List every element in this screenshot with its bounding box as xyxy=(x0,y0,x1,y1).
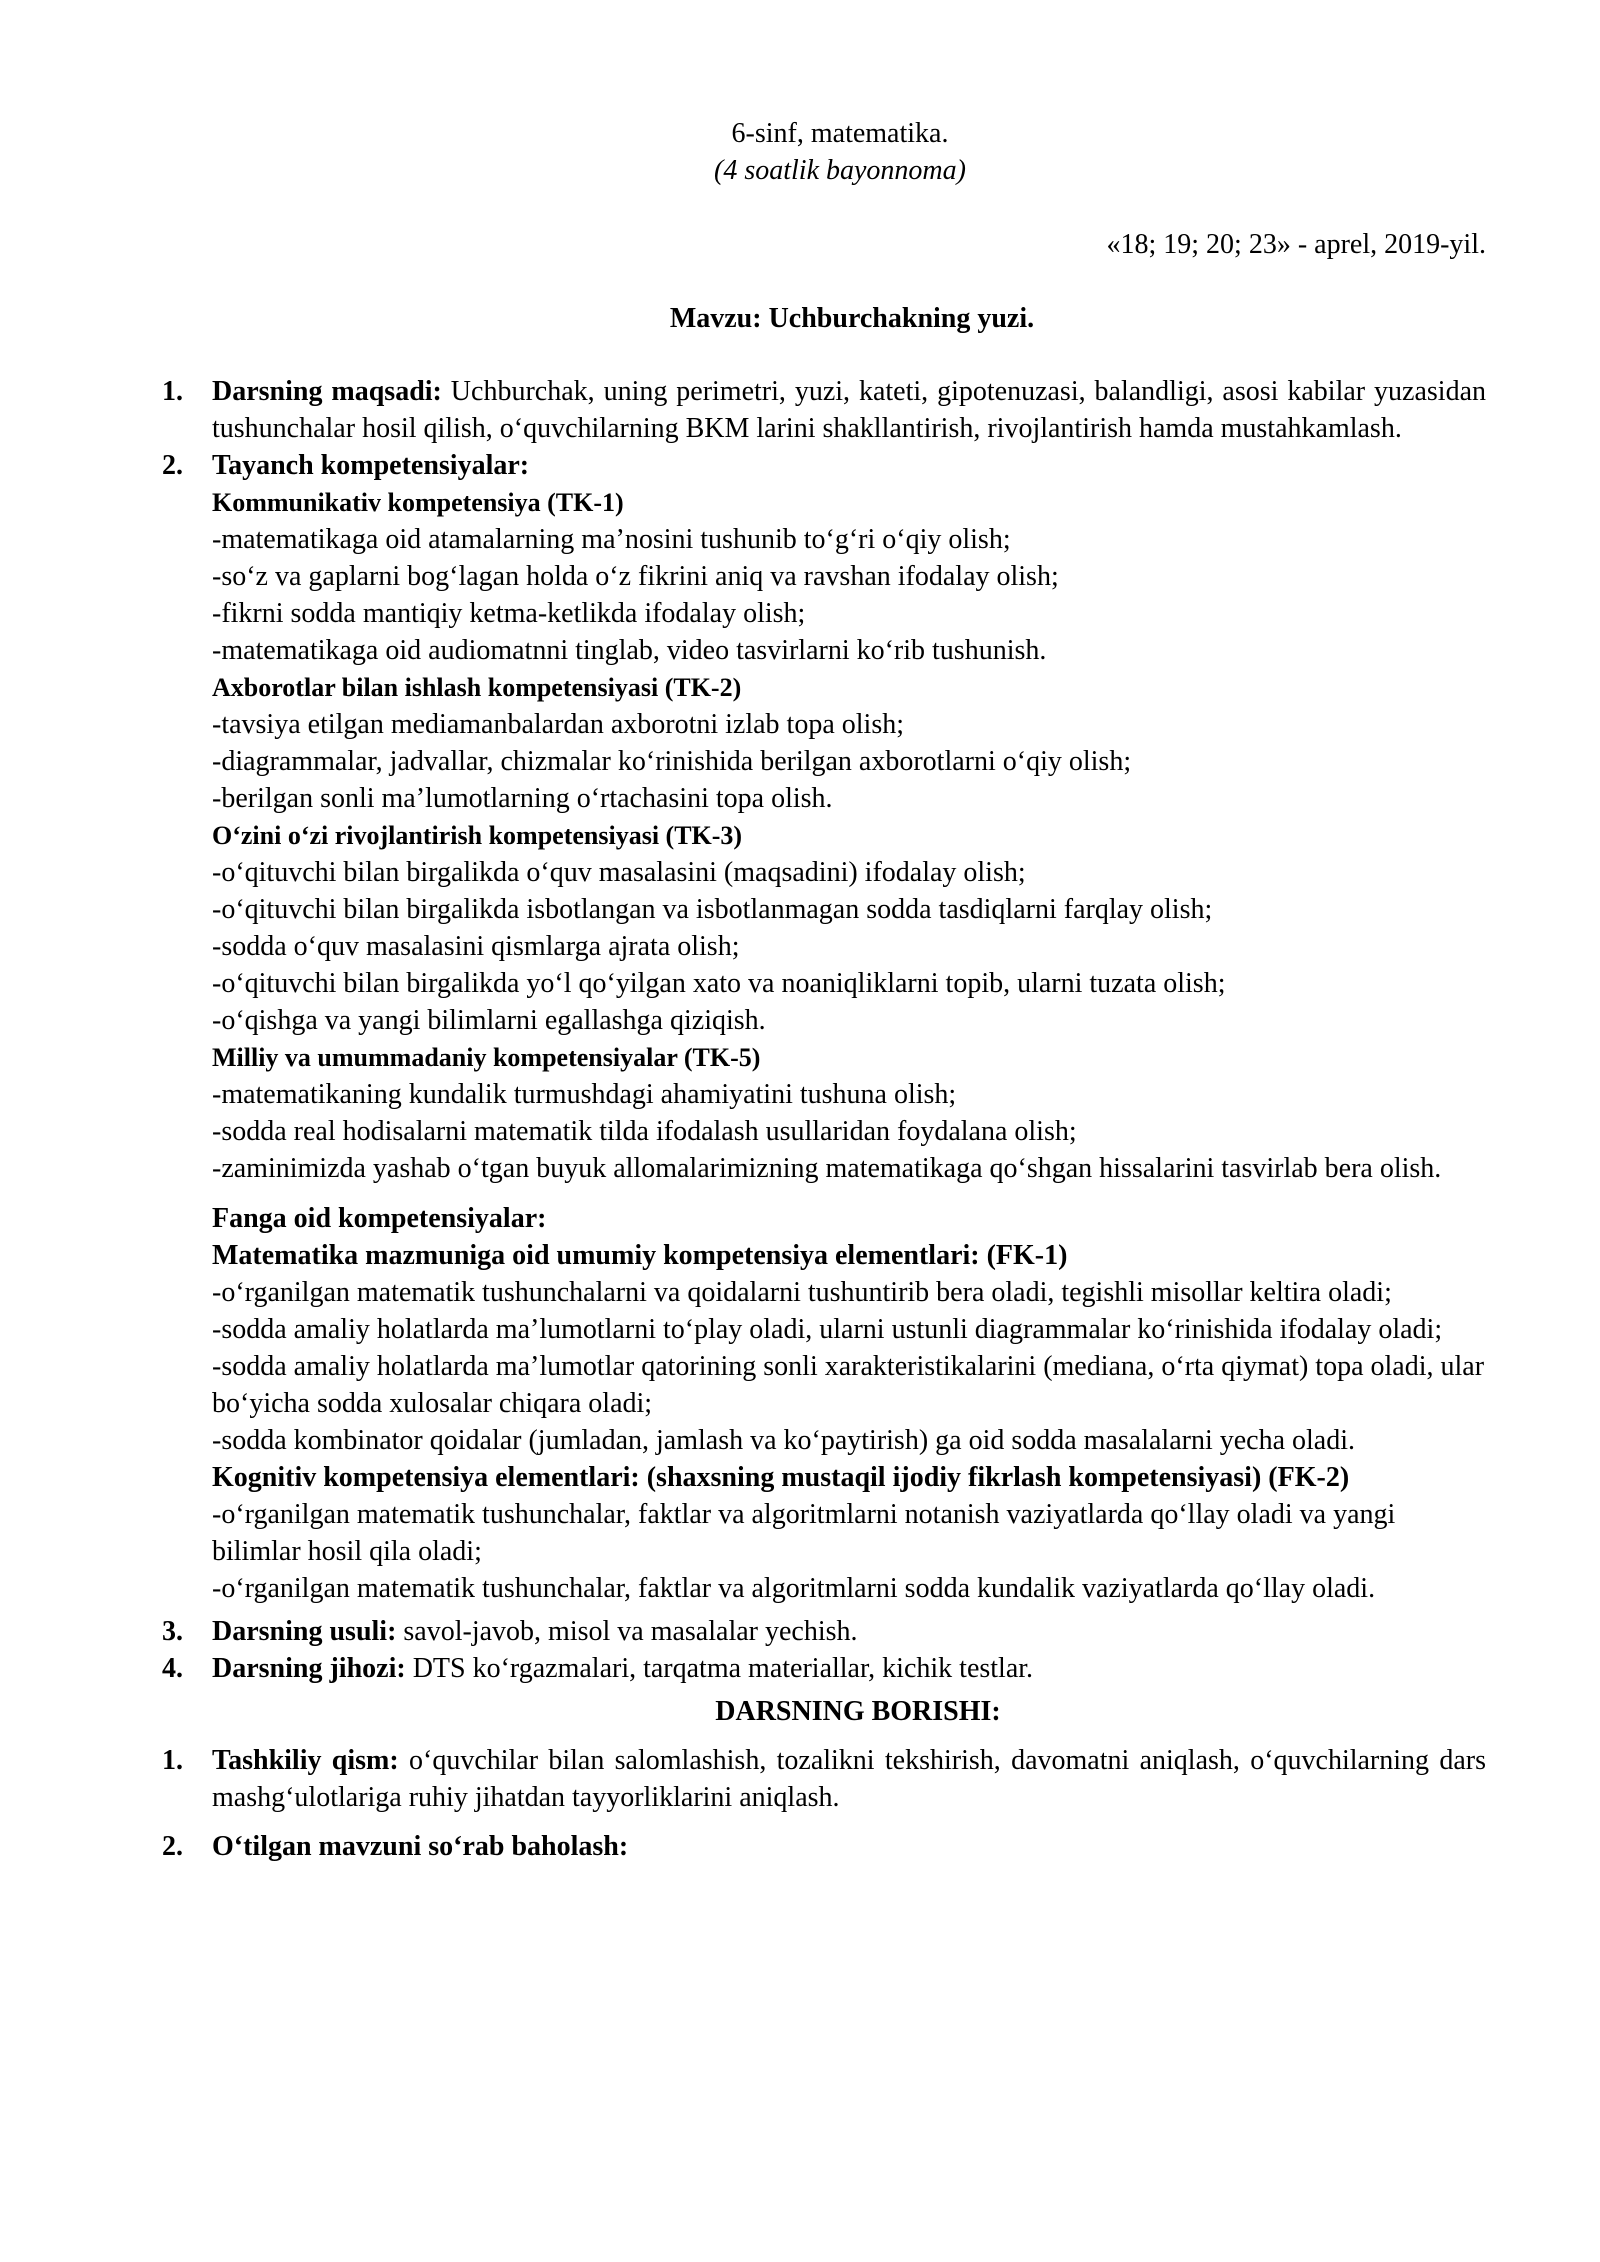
item-number: 4. xyxy=(162,1653,183,1684)
item-label: Tashkiliy qism: xyxy=(212,1745,399,1776)
list-item: -matematikaga oid atamalarning ma’nosini tushunib to‘g‘ri o‘qiy olish; xyxy=(212,524,1011,555)
item-label: Tayanch kompetensiyalar: xyxy=(212,450,530,481)
item-text: savol-javob, misol va masalalar yechish. xyxy=(396,1616,858,1647)
procedure-review xyxy=(162,1828,1486,1865)
list-item: -o‘qituvchi bilan birgalikda yo‘l qo‘yilgan xato va noaniqliklarni topib, ularni tuzata olish; xyxy=(212,968,1226,999)
list-item: -o‘rganilgan matematik tushunchalarni va qoidalarni tushuntirib bera oladi, tegishli misollar keltira oladi; xyxy=(212,1277,1392,1308)
list-item: -sodda amaliy holatlarda ma’lumotlarni to‘play oladi, ularni ustunli diagrammalar ko‘rinishida ifodalay oladi; xyxy=(212,1314,1443,1345)
list-item: -sodda real hodisalarni matematik tilda ifodalash usullaridan foydalana olish; xyxy=(212,1116,1077,1147)
tk3-list xyxy=(212,854,1486,1039)
list-item: -zaminimizda yashab o‘tgan buyuk allomalarimizning matematikaga qo‘shgan hissalarini tasvirlab bera olish. xyxy=(212,1153,1442,1184)
tk3-title: O‘zini o‘zi rivojlantirish kompetensiyasi (TK-3) xyxy=(212,821,743,850)
item-method xyxy=(162,1613,1486,1650)
tk1-list xyxy=(212,521,1486,669)
list-item: -sodda kombinator qoidalar (jumladan, jamlash va ko‘paytirish) ga oid sodda masalalarni yecha oladi. xyxy=(212,1425,1355,1456)
tk5-list xyxy=(212,1076,1486,1187)
item-label: Darsning usuli: xyxy=(212,1616,397,1647)
item-number: 1. xyxy=(162,1745,183,1776)
lesson-topic: Mavzu: Uchburchakning yuzi. xyxy=(669,303,1035,334)
item-equipment xyxy=(162,1650,1486,1687)
lesson-date: «18; 19; 20; 23» - aprel, 2019-yil. xyxy=(1106,229,1486,260)
grade-line: 6-sinf, matematika. xyxy=(731,118,949,149)
tk1-title: Kommunikativ kompetensiya (TK-1) xyxy=(212,488,624,517)
item-number: 3. xyxy=(162,1616,183,1647)
list-item: -sodda o‘quv masalasini qismlarga ajrata olish; xyxy=(212,931,740,962)
list-item: -o‘qishga va yangi bilimlarni egallashga qiziqish. xyxy=(212,1005,766,1036)
fk1-list xyxy=(212,1274,1486,1459)
fk1-title: Matematika mazmuniga oid umumiy kompetensiya elementlari: (FK-1) xyxy=(212,1240,1068,1271)
list-item: -o‘rganilgan matematik tushunchalar, faktlar va algoritmlarni notanish vaziyatlarda qo‘llay oladi va yangi bilimlar hosil qila oladi; xyxy=(212,1499,1396,1567)
document-subtitle: (4 soatlik bayonnoma) xyxy=(714,155,966,186)
subject-competencies-title: Fanga oid kompetensiyalar: xyxy=(212,1203,547,1234)
list-item: -diagrammalar, jadvallar, chizmalar ko‘rinishida berilgan axborotlarni o‘qiy olish; xyxy=(212,746,1132,777)
item-number: 1. xyxy=(162,376,183,407)
list-item: -so‘z va gaplarni bog‘lagan holda o‘z fikrini aniq va ravshan ifodalay olish; xyxy=(212,561,1059,592)
list-item: -matematikaga oid audiomatnni tinglab, video tasvirlarni ko‘rib tushunish. xyxy=(212,635,1047,666)
item-label: Darsning jihozi: xyxy=(212,1653,406,1684)
item-number: 2. xyxy=(162,450,183,481)
lesson-procedure-title: DARSNING BORISHI: xyxy=(715,1696,1001,1727)
list-item: -berilgan sonli ma’lumotlarning o‘rtachasini topa olish. xyxy=(212,783,833,814)
item-label: O‘tilgan mavzuni so‘rab baholash: xyxy=(212,1831,629,1862)
item-text: DTS ko‘rgazmalari, tarqatma materiallar, kichik testlar. xyxy=(405,1653,1034,1684)
item-text: o‘quvchilar bilan salomlashish, tozalikni tekshirish, davomatni aniqlash, o‘quvchilarning dars mashg‘ulotlariga ruhiy jihatdan tayyorliklarini aniqlash. xyxy=(212,1745,1486,1813)
list-item: -matematikaning kundalik turmushdagi ahamiyatini tushuna olish; xyxy=(212,1079,957,1110)
list-item: -o‘qituvchi bilan birgalikda isbotlangan va isbotlanmagan sodda tasdiqlarni farqlay olish; xyxy=(212,894,1213,925)
item-goal xyxy=(162,373,1486,447)
tk2-title: Axborotlar bilan ishlash kompetensiyasi (TK-2) xyxy=(212,673,742,702)
item-text: Uchburchak, uning perimetri, yuzi, kateti, gipotenuzasi, balandligi, asosi kabilar yuzasidan tushunchalar hosil qilish, o‘quvchilarning BKM larini shakllantirish, rivojlantirish hamda mustahkamlash. xyxy=(212,376,1486,444)
tk2-list xyxy=(212,706,1486,817)
list-item: -o‘qituvchi bilan birgalikda o‘quv masalasini (maqsadini) ifodalay olish; xyxy=(212,857,1026,888)
tk5-title: Milliy va umummadaniy kompetensiyalar (TK-5) xyxy=(212,1043,761,1072)
item-label: Darsning maqsadi: xyxy=(212,376,442,407)
fk2-list xyxy=(212,1496,1486,1607)
item-core-competencies xyxy=(162,447,1486,1607)
procedure-organizational xyxy=(162,1742,1486,1816)
item-number: 2. xyxy=(162,1831,183,1862)
fk2-title: Kognitiv kompetensiya elementlari: (shaxsning mustaqil ijodiy fikrlash kompetensiyasi) (FK-2) xyxy=(212,1462,1350,1493)
list-item: -fikrni sodda mantiqiy ketma-ketlikda ifodalay olish; xyxy=(212,598,806,629)
list-item: -sodda amaliy holatlarda ma’lumotlar qatorining sonli xarakteristikalarini (mediana, o‘rta qiymat) topa oladi, ular bo‘yicha sodda xulosalar chiqara oladi; xyxy=(212,1351,1485,1419)
list-item: -o‘rganilgan matematik tushunchalar, faktlar va algoritmlarni sodda kundalik vaziyatlarda qo‘llay oladi. xyxy=(212,1573,1376,1604)
list-item: -tavsiya etilgan mediamanbalardan axborotni izlab topa olish; xyxy=(212,709,905,740)
lesson-content xyxy=(162,373,1486,1865)
